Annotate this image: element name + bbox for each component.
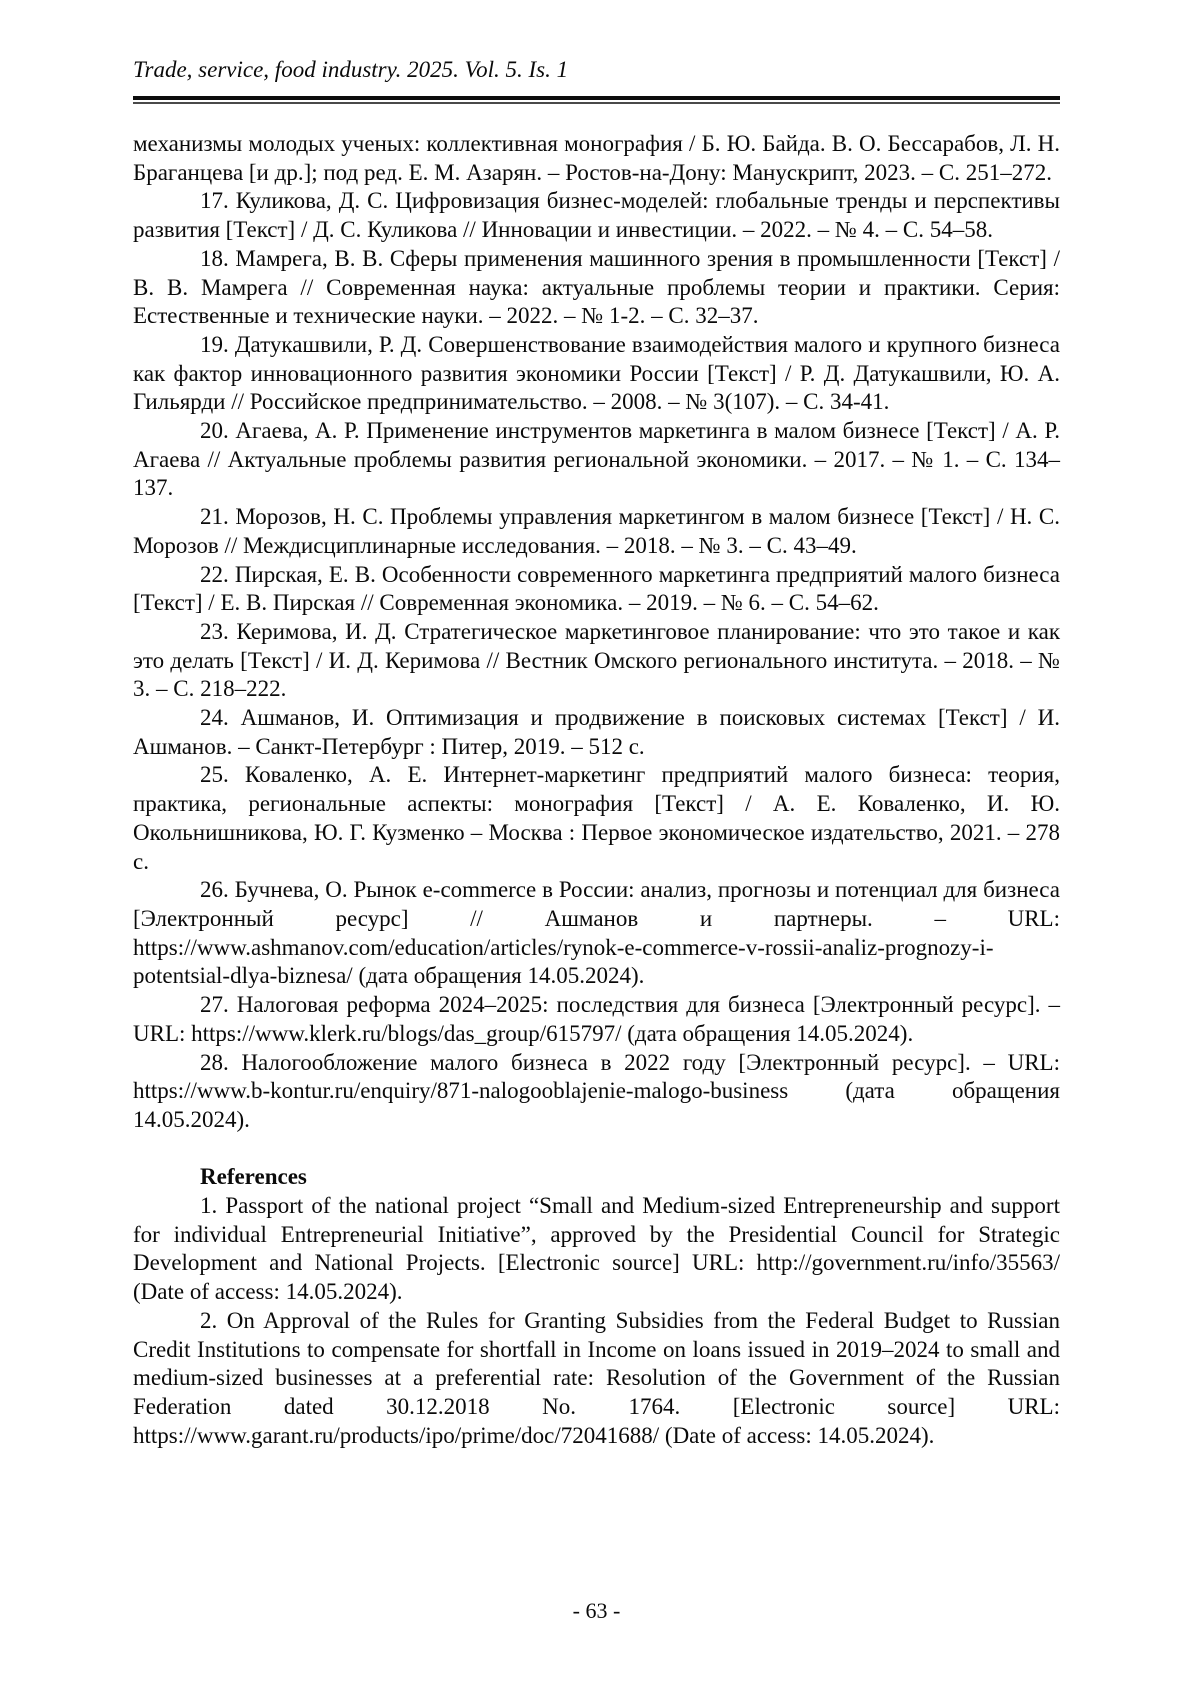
reference-item-19: 19. Датукашвили, Р. Д. Совершенствование взаимодействия малого и крупного бизнеса как фактор инновационного развития экономики России [Текст] / Р. Д. Датукашвили, Ю. А. Гильярди // Российское предпринимательство. – 2008. – № 3(107). – С. 34-41. [133,331,1060,415]
page-number: - 63 - [572,1598,621,1623]
english-reference-item-2: 2. On Approval of the Rules for Granting Subsidies from the Federal Budget to Russian Credit Institutions to compensate for shortfall in Income on loans issued in 2019–2024 to small and medium-sized businesses at a preferential rate: Resolution of the Government of the Russian Federation dated 30.12.2018 No. 1764. [Electronic source] URL: https://www.garant.ru/products/ipo/prime/doc/72041688/ (Date of access: 14.05.2024). [133,1307,1060,1448]
reference-item-23: 23. Керимова, И. Д. Стратегическое маркетинговое планирование: что это такое и как это делать [Текст] / И. Д. Керимова // Вестник Омского регионального института. – 2018. – № 3. – С. 218–222. [133,618,1060,702]
reference-item-28: 28. Налогообложение малого бизнеса в 2022 году [Электронный ресурс]. – URL: https://www.b-kontur.ru/enquiry/871-nalogooblajenie-malogo-business (дата обращения 14.05.2024). [133,1049,1060,1132]
reference-item-27: 27. Налоговая реформа 2024–2025: последствия для бизнеса [Электронный ресурс]. – URL: https://www.klerk.ru/blogs/das_group/615797/ (дата обращения 14.05.2024). [133,992,1060,1046]
reference-item-26: 26. Бучнева, О. Рынок e-commerce в России: анализ, прогнозы и потенциал для бизнеса [Электронный ресурс] // Ашманов и партнеры. – URL: https://www.ashmanov.com/education/articles/rynok-e-commerce-v-rossii-analiz-prognozy-i-potentsial-dlya-biznesa/ (дата обращения 14.05.2024). [133,877,1060,989]
reference-item-22: 22. Пирская, Е. В. Особенности современного маркетинга предприятий малого бизнеса [Текст] / Е. В. Пирская // Современная экономика. – 2019. – № 6. – С. 54–62. [133,561,1060,616]
reference-item-17: 17. Куликова, Д. С. Цифровизация бизнес-моделей: глобальные тренды и перспективы развития [Текст] / Д. С. Куликова // Инновации и инвестиции. – 2022. – № 4. – С. 54–58. [133,188,1060,243]
header-divider-rule [133,96,1060,104]
reference-item-24: 24. Ашманов, И. Оптимизация и продвижение в поисковых системах [Текст] / И. Ашманов. – Санкт-Петербург : Питер, 2019. – 512 с. [133,705,1060,759]
reference-item-20: 20. Агаева, А. Р. Применение инструментов маркетинга в малом бизнесе [Текст] / А. Р. Агаева // Актуальные проблемы развития региональной экономики. – 2017. – № 1. – С. 134–137. [133,418,1060,501]
english-reference-item-1: 1. Passport of the national project “Small and Medium-sized Entrepreneurship and support for individual Entrepreneurial Initiative”, approved by the Presidential Council for Strategic Development and National Projects. [Electronic source] URL: http://government.ru/info/35563/ (Date of access: 14.05.2024). [133,1193,1060,1305]
reference-item-21: 21. Морозов, Н. С. Проблемы управления маркетингом в малом бизнесе [Текст] / Н. С. Морозов // Междисциплинарные исследования. – 2018. – № 3. – С. 43–49. [133,504,1060,558]
references-body [133,130,1060,1450]
reference-item-25: 25. Коваленко, А. Е. Интернет-маркетинг предприятий малого бизнеса: теория, практика, региональные аспекты: монография [Текст] / А. Е. Коваленко, И. Ю. Окольнишникова, Ю. Г. Кузменко – Москва : Первое экономическое издательство, 2021. – 278 с. [133,762,1060,874]
reference-continuation-paragraph: механизмы молодых ученых: коллективная монография / Б. Ю. Байда. В. О. Бессарабов, Л. Н. Браганцева [и др.]; под ред. Е. М. Азарян. – Ростов-на-Дону: Манускрипт, 2023. – С. 251–272. [133,131,1060,185]
reference-item-18: 18. Мамрега, В. В. Сферы применения машинного зрения в промышленности [Текст] / В. В. Мамрега // Современная наука: актуальные проблемы теории и практики. Серия: Естественные и технические науки. – 2022. – № 1-2. – С. 32–37. [133,245,1060,329]
running-head: Trade, service, food industry. 2025. Vol. 5. Is. 1 [133,57,569,82]
references-section-heading: References [200,1164,307,1190]
